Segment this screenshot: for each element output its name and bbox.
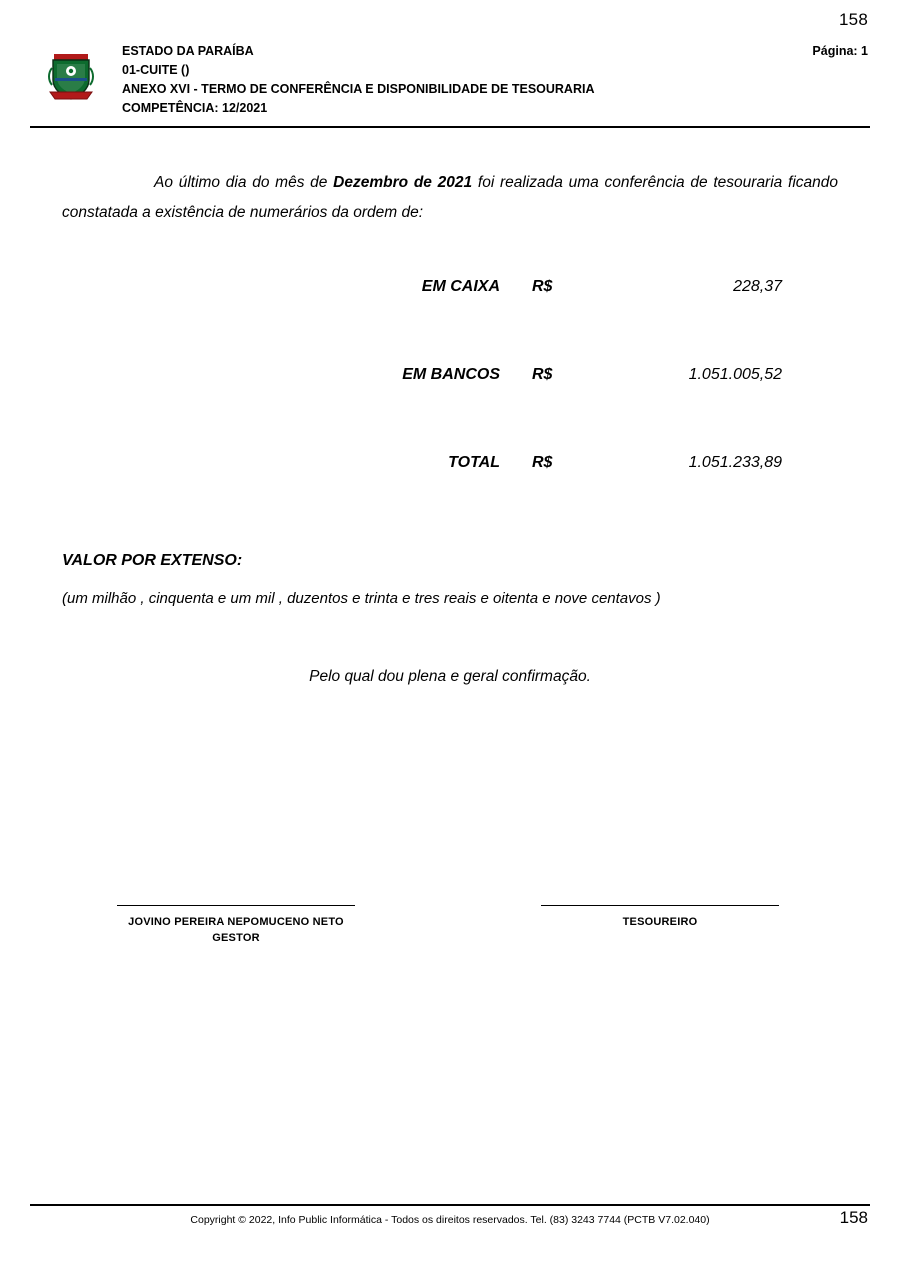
page-number-label: Página: 1 xyxy=(812,44,868,58)
amount-currency-cash: R$ xyxy=(532,278,553,295)
amount-row xyxy=(300,454,800,542)
amount-value-cash: 228,37 xyxy=(733,278,782,295)
amount-currency-total: R$ xyxy=(532,454,553,471)
header-line-state: ESTADO DA PARAÍBA xyxy=(122,44,254,58)
header-line-entity: 01-CUITE () xyxy=(122,63,190,77)
document-top-number: 158 xyxy=(839,10,868,29)
header-line-title: ANEXO XVI - TERMO DE CONFERÊNCIA E DISPONIBILIDADE DE TESOURARIA xyxy=(122,82,595,96)
amount-row xyxy=(300,366,800,454)
amount-label-cash: EM CAIXA xyxy=(421,278,500,295)
footer-divider xyxy=(30,1204,870,1206)
intro-text-after: foi realizada uma conferência de tesouraria ficando constatada a existência de numerários da ordem de: xyxy=(62,174,839,221)
signature-block-manager xyxy=(96,905,376,946)
header-line-competence: COMPETÊNCIA: 12/2021 xyxy=(122,101,268,115)
amount-label-total: TOTAL xyxy=(448,454,500,471)
signature-line xyxy=(541,905,779,906)
amount-in-words-title: VALOR POR EXTENSO: xyxy=(62,552,243,569)
footer-copyright: Copyright © 2022, Info Public Informática - Todos os direitos reservados. Tel. (83) 3243 7744 (PCTB V7.02.040) xyxy=(190,1214,710,1226)
intro-text-before: Ao último dia do mês de xyxy=(154,174,334,191)
amount-value-banks: 1.051.005,52 xyxy=(688,366,782,383)
signature-role-manager: GESTOR xyxy=(212,932,260,944)
amount-row xyxy=(300,278,800,366)
document-header xyxy=(30,38,870,122)
signature-block-treasurer xyxy=(520,905,800,930)
intro-period: Dezembro de 2021 xyxy=(333,174,473,191)
confirmation-text: Pelo qual dou plena e geral confirmação. xyxy=(309,668,591,685)
footer-page-number: 158 xyxy=(839,1208,868,1227)
amount-value-total: 1.051.233,89 xyxy=(688,454,782,471)
signature-line xyxy=(117,905,355,906)
signature-role-treasurer: TESOUREIRO xyxy=(622,916,698,928)
amounts-block xyxy=(300,278,800,542)
header-text-block xyxy=(122,42,595,118)
amount-label-banks: EM BANCOS xyxy=(402,366,500,383)
brasao-paraiba-icon xyxy=(40,44,102,106)
amount-in-words-text: (um milhão , cinquenta e um mil , duzentos e trinta e tres reais e oitenta e nove centavos ) xyxy=(62,590,661,607)
header-divider xyxy=(30,126,870,128)
intro-paragraph xyxy=(62,168,838,228)
amount-currency-banks: R$ xyxy=(532,366,553,383)
signature-name-manager: JOVINO PEREIRA NEPOMUCENO NETO xyxy=(128,916,344,928)
